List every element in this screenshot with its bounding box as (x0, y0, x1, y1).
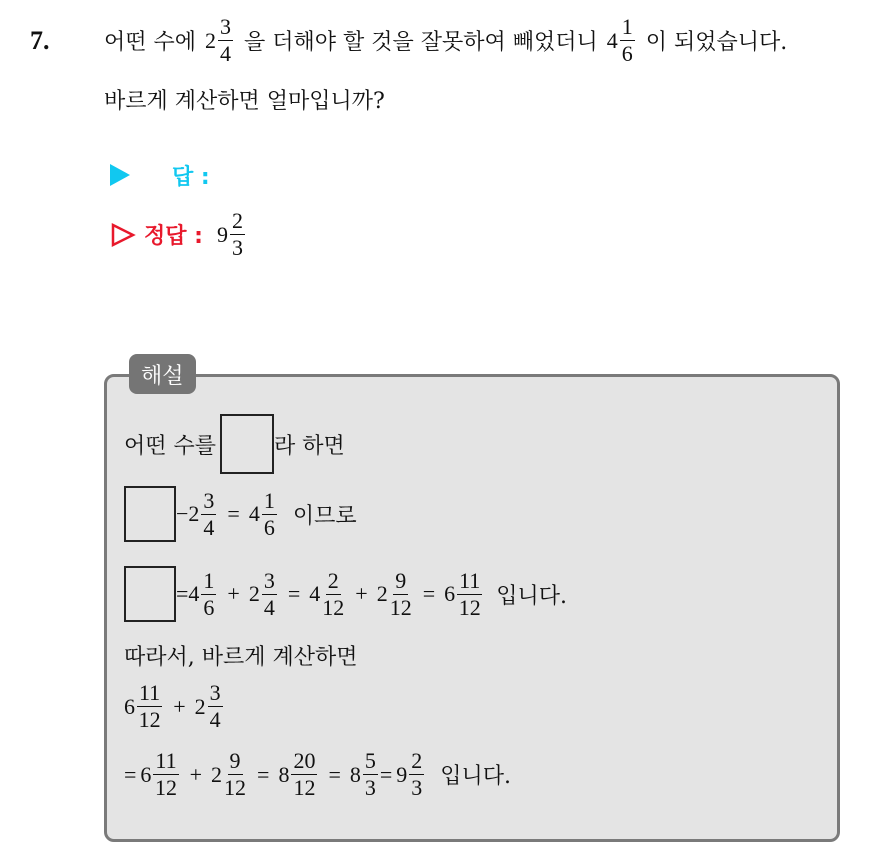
numerator: 9 (395, 567, 407, 593)
fraction (389, 567, 412, 620)
numerator: 2 (231, 208, 243, 233)
denominator: 12 (224, 775, 247, 800)
explanation-text: 이므로 (292, 503, 357, 529)
numerator: 1 (621, 14, 633, 39)
numerator: 3 (203, 487, 215, 513)
numerator: 2 (327, 567, 339, 593)
denominator: 3 (231, 235, 243, 260)
denominator: 12 (389, 594, 412, 620)
denominator: 6 (621, 41, 633, 66)
question-text-1: 어떤 수에 (104, 30, 197, 55)
fraction (620, 16, 635, 65)
mixed-whole: 2 (205, 27, 217, 53)
question-text-2: 을 더해야 할 것을 잘못하여 빼었더니 (244, 30, 598, 55)
denominator: 4 (220, 41, 232, 66)
fraction (409, 750, 424, 799)
answer-row[interactable] (110, 158, 210, 192)
numerator: 3 (220, 14, 232, 39)
plus-sign: + (173, 693, 186, 719)
fraction (363, 750, 378, 799)
mixed-whole: 2 (211, 761, 223, 787)
numerator: 9 (229, 748, 241, 773)
question-line-1 (104, 16, 787, 65)
denominator: 12 (155, 775, 178, 800)
plus-sign: + (189, 761, 203, 787)
numerator: 20 (293, 748, 316, 773)
denominator: 12 (293, 775, 316, 800)
equals-sign: = (379, 761, 393, 787)
explanation-line-5 (124, 682, 225, 731)
fraction (218, 16, 233, 65)
blank-box (124, 486, 176, 542)
blank-box (220, 414, 274, 474)
denominator: 4 (203, 514, 215, 540)
numerator: 3 (209, 680, 221, 705)
equals-sign: = (422, 581, 436, 606)
denominator: 4 (263, 594, 275, 620)
equals-sign: = (124, 761, 137, 787)
question-text-3: 이 되었습니다. (645, 30, 788, 55)
denominator: 3 (411, 775, 423, 800)
explanation-line-1 (124, 414, 345, 474)
fraction (208, 682, 223, 731)
denominator: 12 (138, 707, 161, 732)
explanation-text: 어떤 수를 (124, 433, 217, 459)
question-line-2: 바르게 계산하면 얼마입니까? (104, 89, 385, 114)
equals-sign: = (257, 761, 270, 787)
fraction (230, 210, 245, 259)
numerator: 1 (263, 487, 275, 513)
explanation-tag: 해설 (129, 354, 196, 394)
mixed-whole: 8 (278, 761, 290, 787)
fraction (153, 750, 178, 799)
fraction (322, 567, 345, 620)
blank-box (124, 566, 176, 622)
equals-sign: = (287, 581, 301, 606)
play-icon (110, 164, 130, 186)
question-number: 7. (30, 26, 50, 55)
numerator: 11 (139, 680, 161, 705)
fraction (457, 567, 482, 620)
explanation-text: 입니다. (496, 583, 568, 609)
explanation-line-2 (124, 486, 357, 542)
numerator: 1 (203, 567, 215, 593)
numerator: 5 (364, 748, 376, 773)
numerator: 2 (411, 748, 423, 773)
explanation-text: 라 하면 (274, 433, 345, 459)
mixed-whole: 4 (309, 581, 321, 606)
explanation-line-6 (124, 750, 511, 799)
explanation-line-3 (124, 566, 567, 622)
correct-answer-value (217, 210, 247, 259)
mixed-whole: 9 (216, 221, 228, 247)
equals-sign: = (328, 761, 341, 787)
plus-sign: + (227, 581, 240, 606)
mixed-whole: 4 (188, 581, 200, 606)
denominator: 6 (263, 514, 275, 540)
mixed-whole: 2 (194, 693, 206, 719)
equals-sign: = (227, 501, 240, 526)
mixed-whole: 6 (140, 761, 152, 787)
mixed-whole: 4 (606, 27, 618, 53)
numerator: 3 (263, 567, 275, 593)
denominator: 6 (203, 594, 215, 620)
fraction (262, 487, 277, 540)
equals-sign: = (176, 581, 189, 606)
outline-play-icon (110, 222, 136, 248)
fraction (291, 750, 317, 799)
fraction (137, 682, 162, 731)
mixed-whole: 2 (248, 581, 260, 606)
fraction (201, 567, 216, 620)
answer-label: 답 : (172, 164, 210, 190)
mixed-whole: 9 (396, 761, 408, 787)
correct-answer-row (110, 210, 247, 259)
fraction (224, 750, 246, 799)
fraction (262, 567, 277, 620)
mixed-whole: 8 (349, 761, 361, 787)
explanation-text: 입니다. (440, 764, 512, 789)
correct-answer-label: 정답 : (144, 224, 203, 249)
mixed-whole: 6 (124, 693, 135, 719)
plus-sign: + (355, 581, 368, 606)
denominator: 12 (458, 594, 481, 620)
explanation-line-4: 따라서, 바르게 계산하면 (124, 645, 358, 670)
mixed-whole: 6 (444, 581, 456, 606)
numerator: 11 (155, 748, 177, 773)
denominator: 3 (364, 775, 376, 800)
numerator: 11 (459, 567, 481, 593)
fraction (201, 487, 216, 540)
mixed-whole: 2 (188, 501, 200, 526)
mixed-whole: 4 (248, 501, 260, 526)
mixed-whole: 2 (376, 581, 388, 606)
minus-sign: − (176, 501, 189, 526)
denominator: 12 (322, 594, 345, 620)
denominator: 4 (209, 707, 221, 732)
